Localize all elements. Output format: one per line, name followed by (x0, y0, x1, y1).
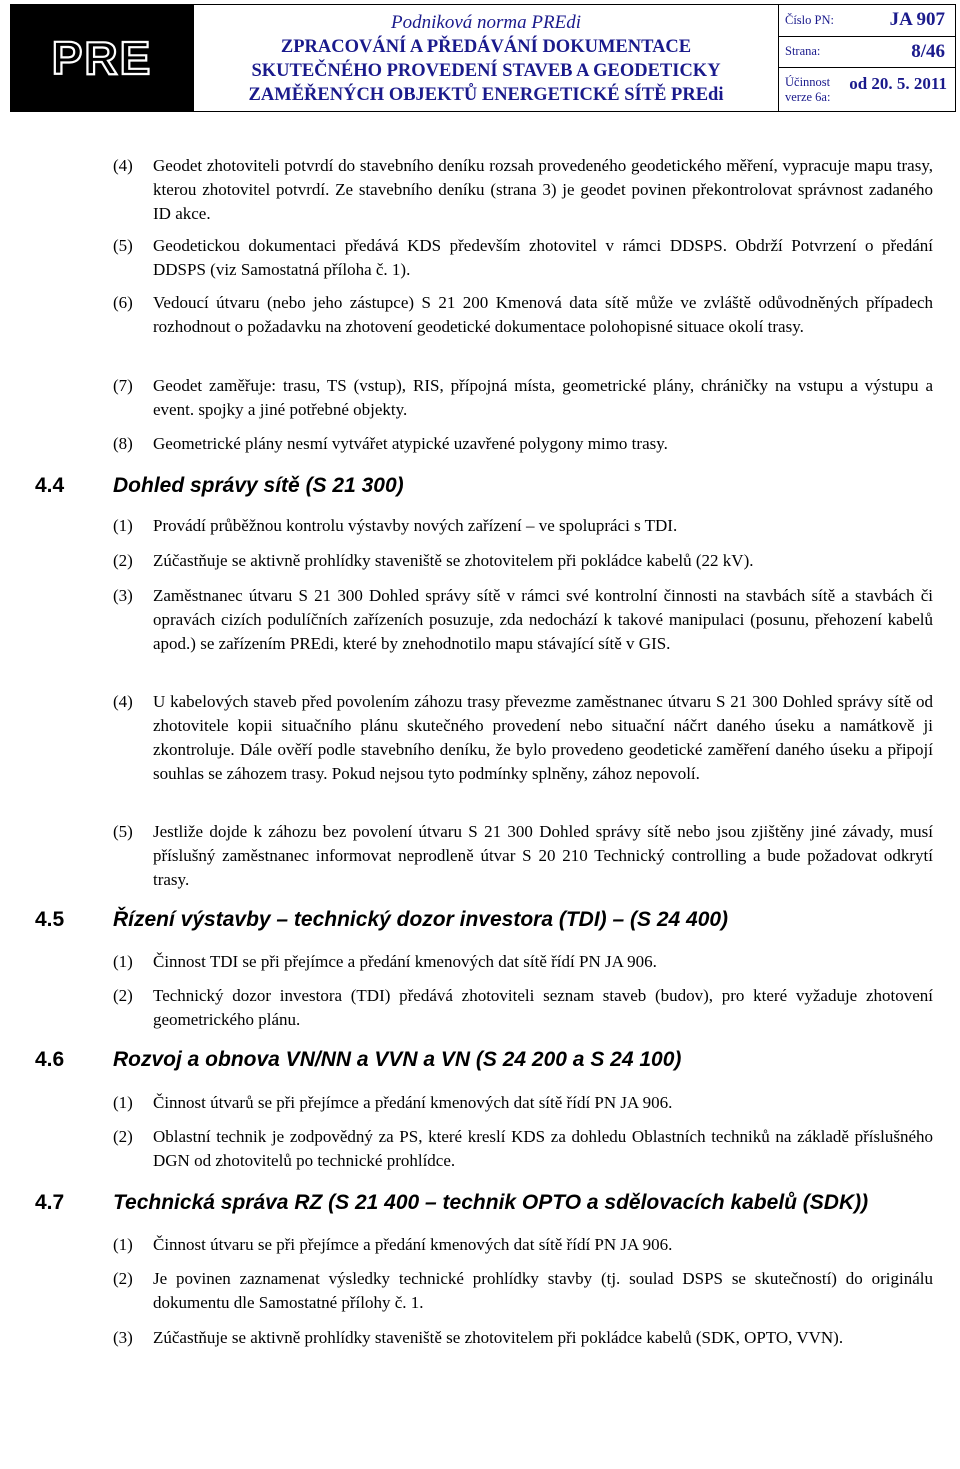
section-number: 4.7 (35, 1191, 65, 1214)
item-text: U kabelových staveb před povolením záhozu trasy převezme zaměstnanec útvaru S 21 300 Dohled správy sítě od zhotovitele kopii situačního plánu skutečného provedení nebo situační náčrt daného úseku a namátkově ji zkontroluje. Dále ověří podle stavebního deníku, že bylo provedeno geodetické zaměření daného úseku a připojí souhlas se záhozem trasy. Pokud nejsou tyto podmínky splněny, zához nepovolí. (153, 692, 933, 783)
item-text: Jestliže dojde k záhozu bez povolení útvaru S 21 300 Dohled správy sítě nebo jsou zjištěny jiné závady, musí příslušný zaměstnanec informovat neprodleně útvar S 20 210 Technický controlling a bude požadovat odkrytí trasy. (153, 822, 933, 889)
list-item (113, 234, 933, 282)
title-line-2: SKUTEČNÉHO PROVEDENÍ STAVEB A GEODETICKY (251, 61, 721, 81)
list-item (113, 584, 933, 656)
item-text: Geodet zaměřuje: trasu, TS (vstup), RIS, přípojná místa, geometrické plány, chráničky na vstupu a výstupu a event. spojky a jiné potřebné objekty. (153, 376, 933, 419)
item-number: (2) (113, 1269, 133, 1288)
item-text: Technický dozor investora (TDI) předává zhotoviteli seznam staveb (budov), pro které vyžaduje zhotovení geometrického plánu. (153, 986, 933, 1029)
section-title: Dohled správy sítě (S 21 300) (113, 474, 404, 497)
section-heading-4-4 (35, 473, 404, 499)
list-item (113, 984, 933, 1032)
section-title: Rozvoj a obnova VN/NN a VVN a VN (S 24 200 a S 24 100) (113, 1048, 682, 1071)
list-item (113, 1267, 933, 1315)
title-line-1: ZPRACOVÁNÍ A PŘEDÁVÁNÍ DOKUMENTACE (280, 37, 692, 57)
list-item (113, 1125, 933, 1173)
list-item (113, 154, 933, 226)
item-text: Geodet zhotoviteli potvrdí do stavebního deníku rozsah provedeného geodetického měření, vypracuje mapu trasy, kterou zhotovitel potvrdí. Ze stavebního deníku (strana 3) je geodet povinen překontrolovat správnost zadaného ID akce. (153, 156, 933, 223)
item-text: Vedoucí útvaru (nebo jeho zástupce) S 21 200 Kmenová data sítě může ve zvláště odůvodněných případech rozhodnout o požadavku na zhotovení geodetické dokumentace polohopisné situace okolí trasy. (153, 293, 933, 336)
list-item (113, 291, 933, 339)
svg-text:PRE: PRE (51, 32, 153, 84)
item-number: (6) (113, 293, 133, 312)
list-item (113, 514, 933, 538)
item-number: (2) (113, 551, 133, 570)
item-number: (4) (113, 156, 133, 175)
item-text: Zaměstnanec útvaru S 21 300 Dohled správy sítě v rámci své kontrolní činnosti na stavbách sítě a stavbách či opravách cizích podulíčních zařízeních posuzuje, zda nedochází k takové manipulaci (posunu, přehození kabelů apod.) se zařízením PREdi, které by znehodnotilo mapu stávající sítě v GIS. (153, 586, 933, 653)
section-number: 4.4 (35, 474, 65, 497)
item-number: (2) (113, 1127, 133, 1146)
page-row (779, 37, 955, 69)
title-line-3: ZAMĚŘENÝCH OBJEKTŮ ENERGETICKÉ SÍTĚ PREdi (248, 85, 724, 105)
page-label: Strana: (785, 44, 821, 59)
page-number: 8/46 (911, 40, 945, 62)
item-text: Zúčastňuje se aktivně prohlídky staveniště se zhotovitelem při pokládce kabelů (SDK, OPTO, VVN). (153, 1328, 844, 1347)
section-number: 4.6 (35, 1048, 65, 1071)
document-title-block (194, 5, 779, 111)
item-number: (5) (113, 236, 133, 255)
section-heading-4-6 (35, 1047, 681, 1073)
list-item (113, 1233, 933, 1257)
list-item (113, 374, 933, 422)
item-text: Oblastní technik je zodpovědný za PS, které kreslí KDS za dohledu Oblastních techniků na základě příslušného DGN od zhotovitelů po technické prohlídce. (153, 1127, 933, 1170)
document-header (10, 4, 956, 112)
item-number: (1) (113, 952, 133, 971)
item-number: (1) (113, 1235, 133, 1254)
section-number: 4.5 (35, 908, 65, 931)
item-number: (1) (113, 1093, 133, 1112)
item-text: Geodetickou dokumentaci předává KDS především zhotovitel v rámci DDSPS. Obdrží Potvrzení o předání DDSPS (viz Samostatná příloha č. 1). (153, 236, 933, 279)
item-number: (4) (113, 692, 133, 711)
list-item (113, 1326, 933, 1350)
item-number: (3) (113, 1328, 133, 1347)
standard-subtitle: Podniková norma PREdi (391, 12, 581, 33)
item-text: Provádí průběžnou kontrolu výstavby nových zařízení – ve spolupráci s TDI. (153, 516, 678, 535)
list-item (113, 432, 933, 456)
list-item (113, 950, 933, 974)
effective-label: Účinnost (785, 74, 831, 89)
list-item (113, 820, 933, 892)
item-text: Činnost útvaru se při přejímce a předání kmenových dat sítě řídí PN JA 906. (153, 1235, 673, 1254)
item-number: (2) (113, 986, 133, 1005)
section-heading-4-7 (35, 1190, 868, 1216)
item-number: (1) (113, 516, 133, 535)
item-number: (3) (113, 586, 133, 605)
effective-row (779, 68, 955, 111)
item-text: Činnost TDI se při přejímce a předání kmenových dat sítě řídí PN JA 906. (153, 952, 657, 971)
pn-number-row (779, 5, 955, 37)
item-number: (7) (113, 376, 133, 395)
version-label: verze 6a: (785, 89, 831, 104)
pre-logo (11, 5, 194, 111)
item-text: Činnost útvarů se při přejímce a předání kmenových dat sítě řídí PN JA 906. (153, 1093, 673, 1112)
pn-label: Číslo PN: (785, 12, 834, 27)
item-text: Je povinen zaznamenat výsledky technické prohlídky stavby (tj. soulad DSPS se skutečností) do originálu dokumentu dle Samostatné přílohy č. 1. (153, 1269, 933, 1312)
section-title: Řízení výstavby – technický dozor investora (TDI) – (S 24 400) (113, 908, 729, 931)
item-number: (5) (113, 822, 133, 841)
item-number: (8) (113, 434, 133, 453)
pn-value: JA 907 (889, 9, 945, 31)
pre-logo-icon (27, 28, 177, 88)
effective-date: od 20. 5. 2011 (849, 74, 947, 94)
document-meta (779, 5, 955, 111)
list-item (113, 690, 933, 786)
section-heading-4-5 (35, 907, 728, 933)
list-item (113, 549, 933, 573)
item-text: Geometrické plány nesmí vytvářet atypické uzavřené polygony mimo trasy. (153, 434, 668, 453)
list-item (113, 1091, 933, 1115)
item-text: Zúčastňuje se aktivně prohlídky staveniště se zhotovitelem při pokládce kabelů (22 kV). (153, 551, 754, 570)
section-title: Technická správa RZ (S 21 400 – technik OPTO a sdělovacích kabelů (SDK)) (113, 1191, 869, 1214)
